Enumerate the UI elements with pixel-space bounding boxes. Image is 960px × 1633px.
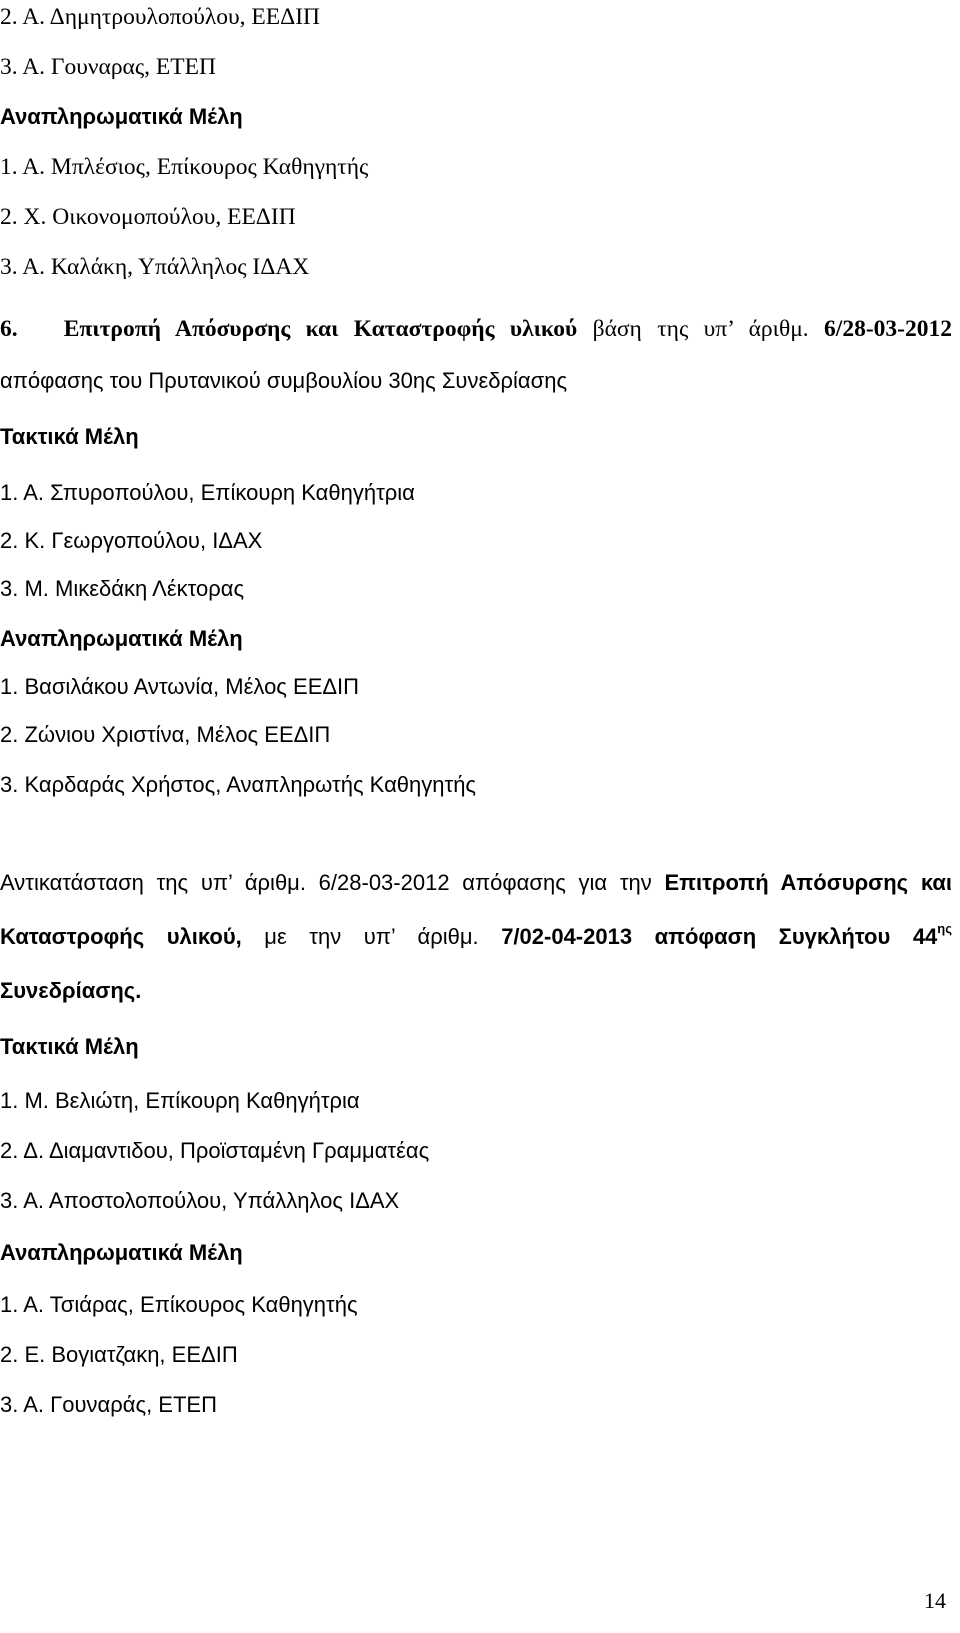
replacement-text: Αντικατάσταση της υπ’ άριθμ. 6/28-03-2012 απόφασης για την [0, 870, 652, 895]
member-line: 1. Μ. Βελιώτη, Επίκουρη Καθηγήτρια [0, 1088, 360, 1113]
alternates-heading: Αναπληρωματικά Μέλη [0, 104, 243, 129]
member-line: 1. Α. Τσιάρας, Επίκουρος Καθηγητής [0, 1292, 358, 1317]
member-line: 2. Α. Δημητρουλοπούλου, ΕΕΔΙΠ [0, 4, 321, 30]
section6-basis: βάση της υπ’ άριθμ. [592, 316, 809, 342]
member-line: 1. Α. Μπλέσιος, Επίκουρος Καθηγητής [0, 154, 369, 180]
replacement-line-3: Συνεδρίασης. [0, 978, 142, 1003]
member-line: 3. Α. Γουναρας, ΕΤΕΠ [0, 54, 216, 80]
replacement-decision: 7/02-04-2013 απόφαση Συγκλήτου 44 [501, 924, 938, 949]
page-number: 14 [924, 1588, 946, 1613]
section6-subheading: απόφασης του Πρυτανικού συμβουλίου 30ης Συνεδρίασης [0, 368, 568, 393]
section6-number: 6. [0, 316, 18, 342]
member-line: 1. Βασιλάκου Αντωνία, Μέλος ΕΕΔΙΠ [0, 674, 360, 699]
replacement-committee-cont: Καταστροφής υλικού, [0, 924, 242, 949]
member-line: 3. Α. Γουναράς, ΕΤΕΠ [0, 1392, 217, 1417]
regular-heading: Τακτικά Μέλη [0, 1034, 139, 1059]
member-line: 3. Καρδαράς Χρήστος, Αναπληρωτής Καθηγητής [0, 772, 477, 797]
member-line: 1. Α. Σπυροπούλου, Επίκουρη Καθηγήτρια [0, 480, 415, 505]
member-line: 2. Χ. Οικονομοπούλου, ΕΕΔΙΠ [0, 204, 296, 230]
member-line: 2. Ε. Βογιατζακη, ΕΕΔΙΠ [0, 1342, 238, 1367]
section6-decision-ref: 6/28-03-2012 [824, 316, 952, 342]
member-line: 2. Δ. Διαμαντιδου, Προϊσταμένη Γραμματέας [0, 1138, 430, 1163]
member-line: 2. Ζώνιου Χριστίνα, Μέλος ΕΕΔΙΠ [0, 722, 331, 747]
section6-title: Επιτροπή Απόσυρσης και Καταστροφής υλικού [63, 316, 578, 342]
member-line: 3. Α. Αποστολοπούλου, Υπάλληλος ΙΔΑΧ [0, 1188, 400, 1213]
alternates-heading: Αναπληρωματικά Μέλη [0, 626, 243, 651]
regular-heading: Τακτικά Μέλη [0, 424, 139, 449]
replacement-sup: ης [937, 921, 952, 936]
member-line: 3. Α. Καλάκη, Υπάλληλος ΙΔΑΧ [0, 254, 310, 280]
replacement-line-2 [0, 921, 952, 949]
section6-heading [0, 318, 952, 342]
replacement-committee: Επιτροπή Απόσυρσης και [664, 870, 952, 895]
replacement-line-1 [0, 872, 952, 894]
alternates-heading: Αναπληρωματικά Μέλη [0, 1240, 243, 1265]
member-line: 2. Κ. Γεωργοπούλου, ΙΔΑΧ [0, 528, 263, 553]
replacement-text: με την υπ’ άριθμ. [264, 924, 479, 949]
member-line: 3. Μ. Μικεδάκη Λέκτορας [0, 576, 245, 601]
